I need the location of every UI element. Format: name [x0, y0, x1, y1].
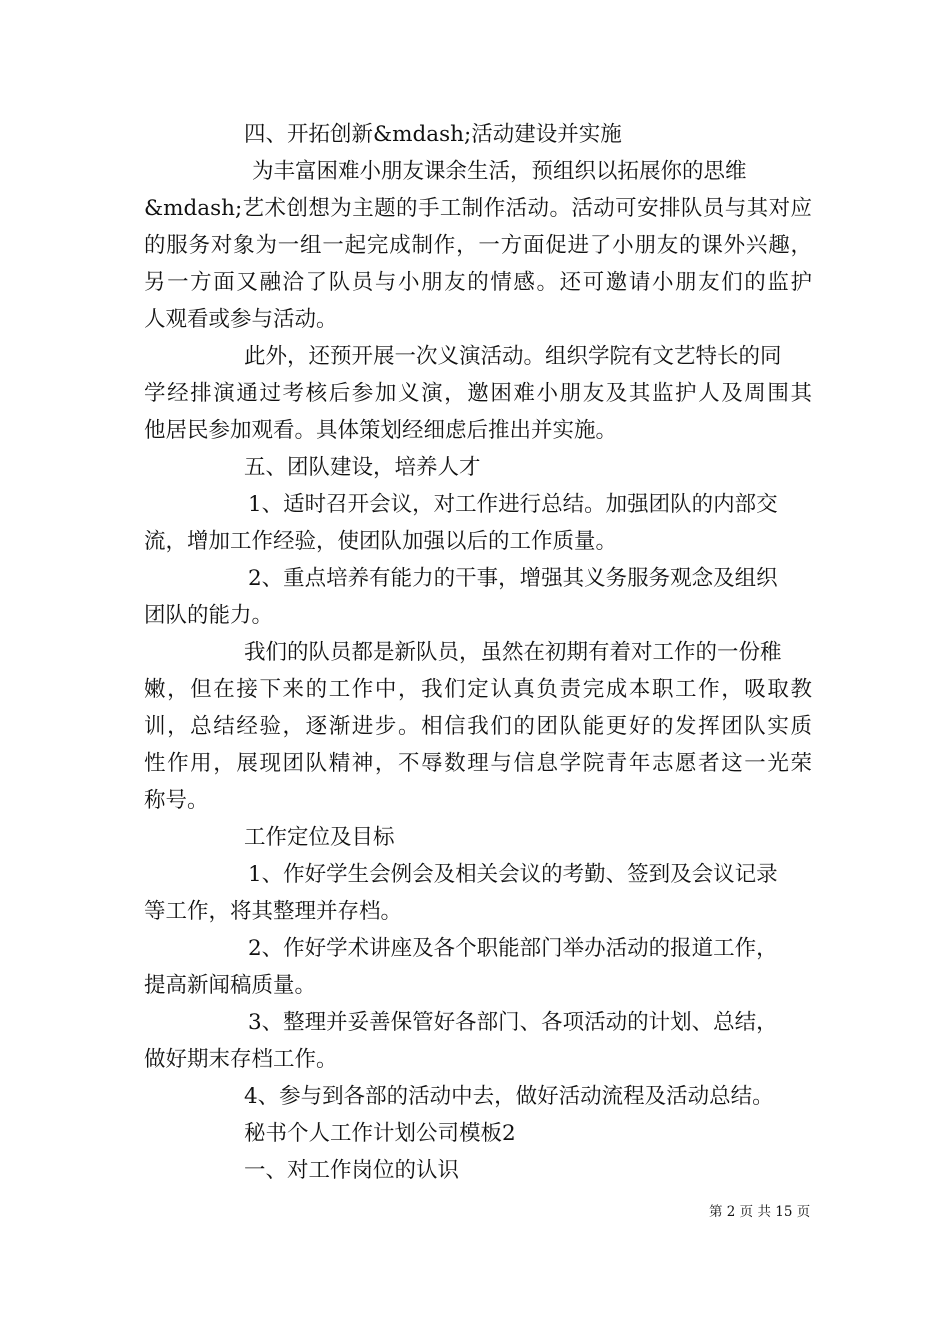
list-item-line: 做好期末存档工作。	[144, 1047, 338, 1072]
paragraph-line: 训，总结经验，逐渐进步。相信我们的团队能更好的发挥团队实质	[144, 714, 812, 739]
list-item-line: 2、作好学术讲座及各个职能部门举办活动的报道工作，	[248, 936, 778, 961]
paragraph-line: 称号。	[144, 788, 209, 813]
page-number-footer: 第 2 页 共 15 页	[709, 1204, 811, 1220]
section-heading-5: 五、团队建设，培养人才	[244, 455, 481, 480]
list-item-line: 4、参与到各部的活动中去，做好活动流程及活动总结。	[244, 1084, 774, 1109]
list-item-line: 提高新闻稿质量。	[144, 973, 317, 998]
section-heading-1: 一、对工作岗位的认识	[244, 1158, 460, 1183]
section-heading-goals: 工作定位及目标	[244, 825, 395, 850]
paragraph-line: 为丰富困难小朋友课余生活，预组织以拓展你的思维	[252, 159, 747, 184]
section-heading-4: 四、开拓创新&mdash;活动建设并实施	[244, 122, 622, 147]
list-item-line: 流，增加工作经验，使团队加强以后的工作质量。	[144, 529, 618, 554]
paragraph-line: 我们的队员都是新队员，虽然在初期有着对工作的一份稚	[244, 640, 782, 665]
list-item-line: 1、作好学生会例会及相关会议的考勤、签到及会议记录	[248, 862, 778, 887]
paragraph-line: 性作用，展现团队精神，不辱数理与信息学院青年志愿者这一光荣	[144, 751, 812, 776]
document-subtitle: 秘书个人工作计划公司模板2	[244, 1121, 516, 1146]
list-item-line: 2、重点培养有能力的干事，增强其义务服务观念及组织	[248, 566, 778, 591]
paragraph-line: 嫩，但在接下来的工作中，我们定认真负责完成本职工作，吸取教	[144, 677, 812, 702]
paragraph-line: &mdash;艺术创想为主题的手工制作活动。活动可安排队员与其对应	[144, 196, 812, 221]
paragraph-line: 另一方面又融洽了队员与小朋友的情感。还可邀请小朋友们的监护	[144, 270, 812, 295]
list-item-line: 团队的能力。	[144, 603, 274, 628]
paragraph-line: 学经排演通过考核后参加义演，邀困难小朋友及其监护人及周围其	[144, 381, 812, 406]
paragraph-line: 此外，还预开展一次义演活动。组织学院有文艺特长的同	[244, 344, 782, 369]
paragraph-line: 他居民参加观看。具体策划经细虑后推出并实施。	[144, 418, 618, 443]
list-item-line: 等工作，将其整理并存档。	[144, 899, 403, 924]
document-body	[144, 116, 812, 1189]
list-item-line: 3、整理并妥善保管好各部门、各项活动的计划、总结，	[248, 1010, 778, 1035]
paragraph-line: 人观看或参与活动。	[144, 307, 338, 332]
list-item-line: 1、适时召开会议，对工作进行总结。加强团队的内部交	[248, 492, 778, 517]
paragraph-line: 的服务对象为一组一起完成制作，一方面促进了小朋友的课外兴趣，	[144, 233, 812, 258]
